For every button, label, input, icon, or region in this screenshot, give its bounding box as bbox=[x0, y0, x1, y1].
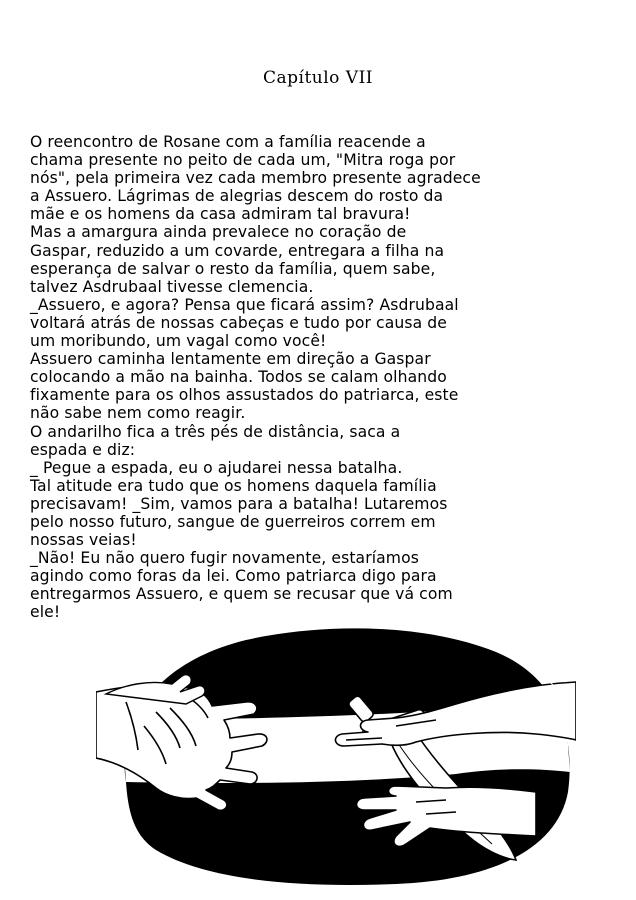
text-line: Mas a amargura ainda prevalece no coração de bbox=[30, 223, 407, 242]
text-line: Gaspar, reduzido a um covarde, entregara a filha na bbox=[30, 241, 445, 260]
text-line: Tal atitude era tudo que os homens daquela família bbox=[30, 476, 437, 495]
text-line: chama presente no peito de cada um, "Mitra roga por bbox=[30, 151, 456, 170]
text-line: talvez Asdrubaal tivesse clemencia. bbox=[30, 277, 314, 296]
hands-sword-illustration bbox=[96, 622, 576, 888]
text-line: colocando a mão na bainha. Todos se calam olhando bbox=[30, 368, 447, 387]
text-line: a Assuero. Lágrimas de alegrias descem do rosto da bbox=[30, 187, 444, 206]
text-line: _Assuero, e agora? Pensa que ficará assim? Asdrubaal bbox=[30, 295, 459, 314]
text-line: não sabe nem como reagir. bbox=[30, 404, 246, 423]
text-line: espada e diz: bbox=[30, 440, 136, 459]
chapter-title: Capítulo VII bbox=[262, 68, 374, 88]
text-line: agindo como foras da lei. Como patriarca digo para bbox=[30, 567, 437, 586]
text-line: entregarmos Assuero, e quem se recusar que vá com bbox=[30, 585, 453, 604]
chapter-body-text bbox=[30, 133, 614, 622]
text-line: ele! bbox=[30, 603, 61, 622]
text-line: O andarilho fica a três pés de distância, saca a bbox=[30, 422, 401, 441]
text-line: um moribundo, um vagal como você! bbox=[30, 332, 327, 351]
text-line: Assuero caminha lentamente em direção a Gaspar bbox=[30, 350, 431, 369]
text-line: fixamente para os olhos assustados do patriarca, este bbox=[30, 386, 459, 405]
text-line: nós", pela primeira vez cada membro presente agradece bbox=[30, 169, 481, 188]
text-line: esperança de salvar o resto da família, quem sabe, bbox=[30, 259, 436, 278]
text-line: nossas veias! bbox=[30, 531, 137, 550]
text-line: precisavam! _Sim, vamos para a batalha! Lutaremos bbox=[30, 494, 448, 513]
text-line: voltará atrás de nossas cabeças e tudo por causa de bbox=[30, 313, 447, 332]
text-line: _Não! Eu não quero fugir novamente, estaríamos bbox=[30, 549, 419, 568]
text-line: _ Pegue a espada, eu o ajudarei nessa batalha. bbox=[30, 458, 403, 477]
text-line: O reencontro de Rosane com a família reacende a bbox=[30, 133, 426, 151]
text-line: mãe e os homens da casa admiram tal bravura! bbox=[30, 205, 411, 224]
text-line: pelo nosso futuro, sangue de guerreiros correm em bbox=[30, 512, 436, 531]
